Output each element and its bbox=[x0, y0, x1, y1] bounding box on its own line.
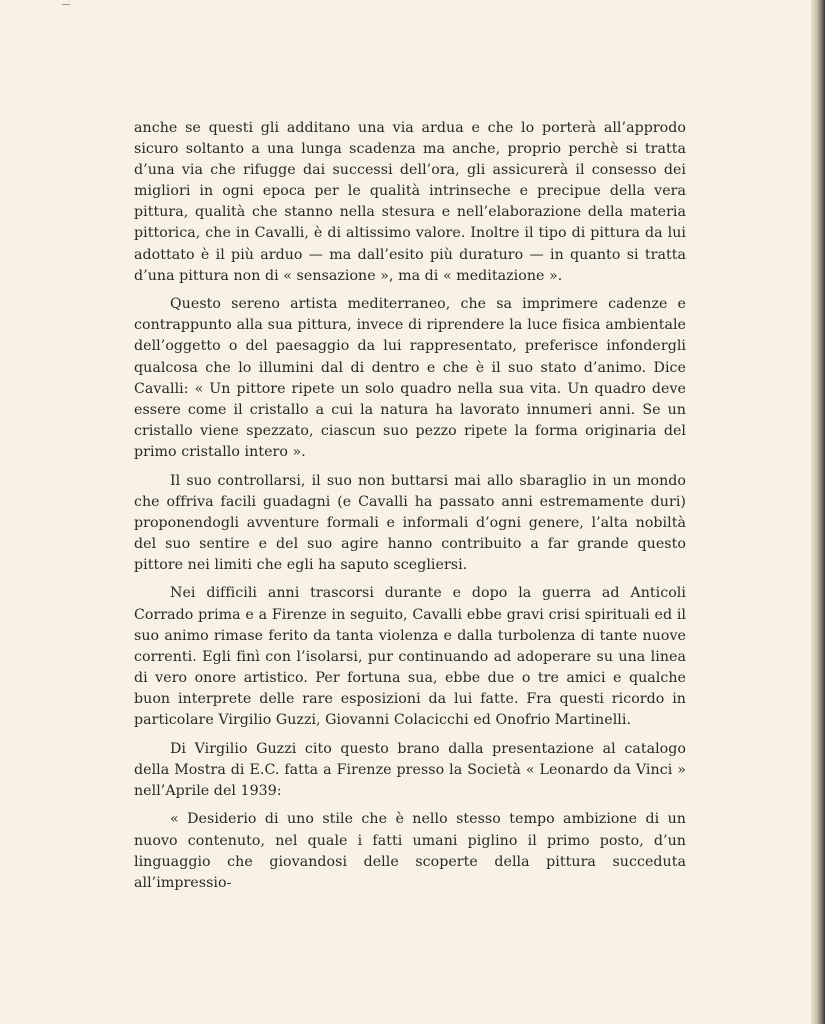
paragraph-6: « Desiderio di uno stile che è nello stesso tempo ambizione di un nuovo contenuto, nel quale i fatti umani piglino il primo posto, d’un linguaggio che giovandosi delle scoperte della pittura succeduta all’impressio- bbox=[134, 811, 686, 891]
page-edge bbox=[811, 0, 825, 1024]
paragraph-2: Questo sereno artista mediterraneo, che sa imprimere cadenze e contrappunto alla sua pittura, invece di riprendere la luce fisica ambientale dell’oggetto o del paesaggio da lui rappresentato, preferisce infondergli qualcosa che lo illumini dal di dentro e che è il suo stato d’animo. Dice Cavalli: « Un pittore ripete un solo quadro nella sua vita. Un quadro deve essere come il cristallo a cui la natura ha lavorato innumeri anni. Se un cristallo viene spezzato, ciascun suo pezzo ripete la forma originaria del primo cristallo intero ». bbox=[134, 296, 686, 460]
paragraph-5: Di Virgilio Guzzi cito questo brano dalla presentazione al catalogo della Mostra di E.C. fatta a Firenze presso la Società « Leonardo da Vinci » nell’Aprile del 1939: bbox=[134, 740, 686, 799]
body-text bbox=[134, 118, 686, 901]
scan-mark bbox=[62, 4, 70, 5]
paragraph-1: anche se questi gli additano una via ardua e che lo porterà all’approdo sicuro soltanto a una lunga scadenza ma anche, proprio perchè si tratta d’una via che rifugge dai successi dell’ora, gli assicurerà il consesso dei migliori in ogni epoca per le qualità intrinseche e precipue della vera pittura, qualità che stanno nella stesura e nell’elaborazione della materia pittorica, che in Cavalli, è di altissimo valore. Inoltre il tipo di pittura da lui adottato è il più arduo — ma dall’esito più duraturo — in quanto si tratta d’una pittura non di « sensazione », ma di « meditazione ». bbox=[134, 120, 686, 284]
paragraph-3: Il suo controllarsi, il suo non buttarsi mai allo sbaraglio in un mondo che offriva facili guadagni (e Cavalli ha passato anni estremamente duri) proponendogli avventure formali e informali d’ogni genere, l’alta nobiltà del suo sentire e del suo agire hanno contribuito a far grande questo pittore nei limiti che egli ha saputo scegliersi. bbox=[134, 472, 686, 573]
paragraph-4: Nei difficili anni trascorsi durante e dopo la guerra ad Anticoli Corrado prima e a Firenze in seguito, Cavalli ebbe gravi crisi spirituali ed il suo animo rimase ferito da tanta violenza e dalla turbolenza di tante nuove correnti. Egli finì con l’isolarsi, pur continuando ad adoperare su una linea di vero onore artistico. Per fortuna sua, ebbe due o tre amici e qualche buon interprete delle rare esposizioni da lui fatte. Fra questi ricordo in particolare Virgilio Guzzi, Giovanni Colacicchi ed Onofrio Martinelli. bbox=[134, 585, 686, 729]
